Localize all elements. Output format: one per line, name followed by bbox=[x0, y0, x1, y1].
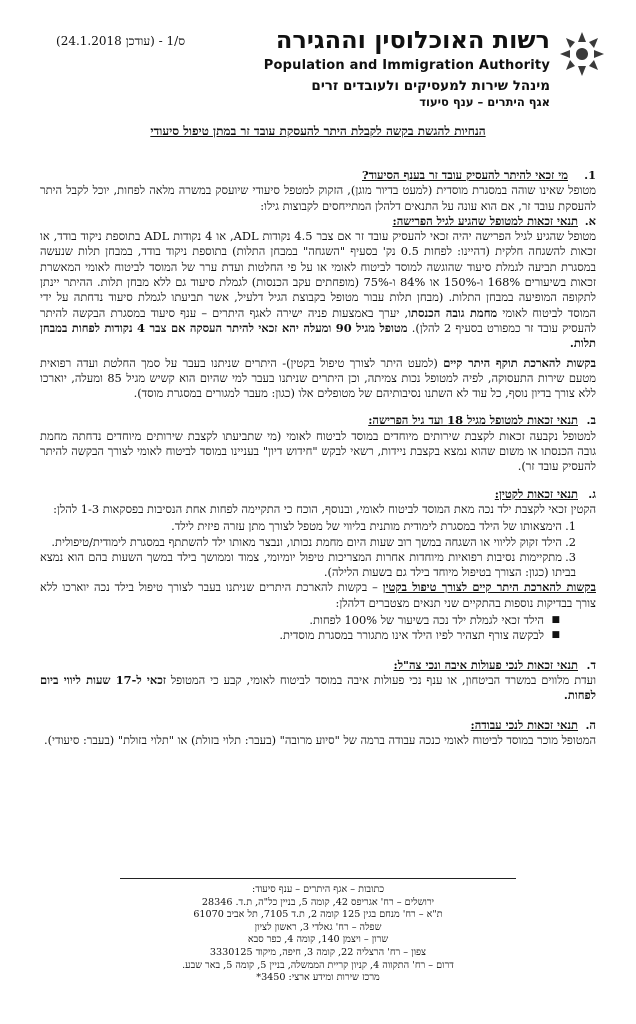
department-name: מינהל שירות למעסיקים ולעובדים זרים bbox=[311, 78, 550, 94]
subsection-b-heading bbox=[40, 413, 596, 428]
subsection-letter: ה. bbox=[585, 717, 596, 732]
list-number: 1. bbox=[565, 519, 576, 534]
footer-divider bbox=[120, 878, 516, 879]
section-title: מי זכאי להיתר להעסיק עובד זר בענף הסיעוד? bbox=[361, 168, 568, 182]
list-item bbox=[40, 535, 576, 550]
letterhead bbox=[56, 28, 608, 110]
list-item-text: מתקיימות נסיבות רפואיות מיוחדות אחרות המצריכות טיפול יומיומי, צמוד וממושך בילד במשך השעות בהם הוא נמצא בביתו (כגון: הצורך בטיפול מיוחד בילד גם בשעות הלילה). bbox=[40, 549, 576, 580]
subsection-b-paragraph: למטופל נקבעה זכאות לקצבת שירותים מיוחדים במוסד לביטוח לאומי (מי שתביעתו לקצבת שירותים מיוחדים נדחתה מחמת גובה הכנסתו או משום שהוא נמצא בקצבת ניידות, רשאי לבקש "חידוש דיון" בעניינו במוסד לביטוח לאומי לצורך הבקשה להיתר להעסיק עובד זר). bbox=[40, 428, 596, 474]
paragraph-text: מטופל שהגיע לגיל הפרישה יהיה זכאי להעסיק עובד זר אם צבר 4.5 נקודות ADL, או 4 נקודות ADL בתוספת ניקוד בודד, או זכאות להשגחה חלקית (דהיינו: לפחות 0.5 נק' בסעיף "השגחה" במבחן התלות) בתוספת ניקוד בודד, במבחן תלות שנעשה במסגרת תביעה לגמלת סיעוד שהוגשה למוסד לביטוח לאומי או על פי החלטות ועדת ערר של המוסד לביטוח לאומי המאשרת זכאות בשיעורים 168% ו-150% או 84% ו-75% (מופחתים עקב הכנסות) לגמלת סיעוד גם ללא מבחן תלות. ההיתר יינתן לתקופה המופיעה במבחן התלות. (מבחן תלות עבור מטופל בקבוצת הגיל דלעיל, אשר תביעתו לגמלת סיעוד נדחתה על ידי המוסד לביטוח לאומי bbox=[40, 229, 596, 320]
subsection-e-heading bbox=[40, 718, 596, 733]
subsection-e-paragraph: המטופל מוכר במוסד לביטוח לאומי כנכה עבודה ברמה של "סיוע מרובה" (בעבר: תלוי בזולת) או "תלוי בזולת" (בעבר: סיעודי). bbox=[43, 732, 596, 747]
list-number: 3. bbox=[565, 549, 576, 564]
footer-line: ת"א – רח' מנחם בגין 125 קומה 2, ת.ד 7105, תל אביב 61070 bbox=[193, 909, 443, 921]
paragraph-text: – בקשות להארכת היתרים שניתנו בעבר לצורך טיפול בילד נכה יוארכו ללא צורך בבדיקות נוספות בהתקיים שני תנאים מצטברים דלהלן: bbox=[40, 580, 596, 610]
paragraph-emphasis: בקשות להארכת תוקף היתר קיים bbox=[443, 355, 597, 370]
footer-addresses bbox=[150, 884, 486, 985]
subsection-letter: ב. bbox=[586, 413, 596, 428]
subsection-letter: ג. bbox=[588, 486, 596, 501]
footer-line: צפון – רח' הרצליה 22, קומה 3, חיפה, מיקוד 3330125 bbox=[209, 946, 427, 958]
subsection-a-heading bbox=[40, 214, 596, 229]
subsection-c-intro: הקטין זכאי לקצבת ילד נכה מאת המוסד לביטוח לאומי, ובנוסף, הוכח כי התקיימה לפחות אחת הנסיבות בפסקאות 1-3 להלן: bbox=[53, 501, 596, 516]
conditions-list bbox=[40, 519, 596, 580]
branch-name: אגף היתרים – ענף סיעוד bbox=[419, 95, 550, 109]
subsection-c-heading bbox=[40, 487, 596, 502]
footer-line: ירושלים – רח' אגריפס 42, קומה 5, בניין כל"ה, ת.ד. 28346 bbox=[201, 896, 435, 908]
document-reference: ס/1 - (עודכן 24.1.2018) bbox=[56, 34, 186, 48]
paragraph-emphasis: בקשות להארכת היתר קיים לצורך טיפול בקטין bbox=[382, 580, 596, 595]
footer-line: מרכז שירות ומידע ארצי: 3450* bbox=[256, 972, 380, 984]
subsection-title: תנאי זכאות למטופל מגיל 18 ועד גיל הפרישה: bbox=[368, 413, 578, 428]
footer-line: שפלה – רח' גאלדי 3, ראשון לציון bbox=[254, 921, 382, 933]
document-body bbox=[40, 168, 596, 748]
footer-line: כתובות – אגף היתרים – ענף סיעוד: bbox=[251, 884, 385, 895]
subsection-title: תנאי זכאות לנכי פעולות איבה ונכי צה"ל: bbox=[393, 657, 578, 672]
authority-logo-icon bbox=[556, 28, 608, 80]
subsection-letter: א. bbox=[584, 213, 596, 228]
subsection-title: תנאי זכאות למטופל שהגיע לגיל הפרישה: bbox=[392, 213, 578, 228]
bullet-item: ■ הילד זכאי לגמלת ילד נכה בשיעור של 100% לפחות. bbox=[40, 613, 544, 628]
paragraph-text: ועדת מלווים במשרד הביטחון, או ענף נכי פעולות איבה במוסד לביטוח לאומי, קבע כי המטופל bbox=[170, 672, 596, 687]
paragraph-text: , יערך באמצעות פניה ישירה לאגף היתרים – ענף סיעוד במסגרת הבקשה להיתר להעסיק עובד זר כמפורט בסעיף 2 להלן). bbox=[40, 305, 596, 335]
list-item bbox=[40, 519, 576, 534]
renewal-conditions-list bbox=[40, 613, 596, 644]
document-title: הנחיות להגשת בקשה לקבלת היתר להעסקת עובד זר במתן טיפול סיעודי bbox=[150, 124, 486, 138]
subsection-a-renewal bbox=[40, 356, 596, 402]
subsection-title: תנאי זכאות לקטין: bbox=[494, 486, 578, 501]
bullet-item: ■ לבקשה צורף תצהיר לפיו הילד אינו מתגורר במסגרת מוסדית. bbox=[40, 628, 544, 643]
paragraph-emphasis: מטופל מגיל 90 ומעלה יהא זכאי להיתר העסקה אם צבר 4 נקודות לפחות במבחן תלות. bbox=[40, 320, 596, 351]
footer-line: דרום – רח' התקווה 4, קניון קריית הממשלה, בניין 5, קומה 5, באר שבע. bbox=[182, 959, 454, 971]
list-item bbox=[40, 550, 576, 581]
section-1-intro: מטופל שאינו שוהה במסגרת מוסדית (למעט בדיור מוגן), הזקוק למטפל סיעודי שיועסק במשרה מלאה לפחות, יוכל לקבל היתר להעסקת עובד זר, אם הוא עונה על התנאים דלהלן המתייחסים לקבוצות גילו: bbox=[40, 183, 596, 213]
list-item-text: הימצאותו של הילד במסגרת לימודית מותנית בליווי של מטפל לצורך מתן עזרה פיזית לילד. bbox=[171, 519, 562, 534]
paragraph-emphasis: זכאי ל-17 שעות ליווי ביום לפחות. bbox=[40, 672, 596, 703]
footer-line: שרון – ויצמן 140, קומה 4, כפר סבא bbox=[247, 934, 389, 946]
subsection-a-paragraph bbox=[40, 229, 596, 351]
org-name-hebrew: רשות האוכלוסין וההגירה bbox=[275, 26, 550, 54]
subsection-letter: ד. bbox=[586, 657, 596, 672]
section-1-heading bbox=[40, 168, 596, 183]
paragraph-emphasis: מחמת גובה הכנסתו bbox=[408, 305, 498, 320]
list-number: 2. bbox=[565, 534, 576, 549]
paragraph-text: (למעט היתר לצורך טיפול בקטין)- היתרים שניתנו בעבר על סמך החלטת ועדה רפואית מטעם שירות התעסוקה, לפיה למטופל נכות צמיתה, וכן היתרים שניתנו בעבר למי שהיום הוא קשיש מגיל 85 ומעלה, יוארכו ללא צורך בדיון נוסף, כל עוד לא השתנו נסיבותיהם של מטופלים אלו (כגון: מעבר למגורים במסגרת מוסד). bbox=[40, 355, 596, 401]
subsection-c-renewal bbox=[40, 580, 596, 611]
org-name-english: Population and Immigration Authority bbox=[263, 58, 550, 73]
subsection-d-paragraph bbox=[40, 673, 596, 704]
subsection-title: תנאי זכאות לנכי עבודה: bbox=[470, 717, 578, 732]
list-item-text: הילד זקוק לליווי או השגחה במשך רוב שעות היום מחמת נכותו, ונבצר מאותו ילד להשתתף במסגרת לימודית/טיפולית. bbox=[51, 534, 562, 549]
section-number: 1. bbox=[584, 168, 596, 182]
subsection-d-heading bbox=[40, 658, 596, 673]
